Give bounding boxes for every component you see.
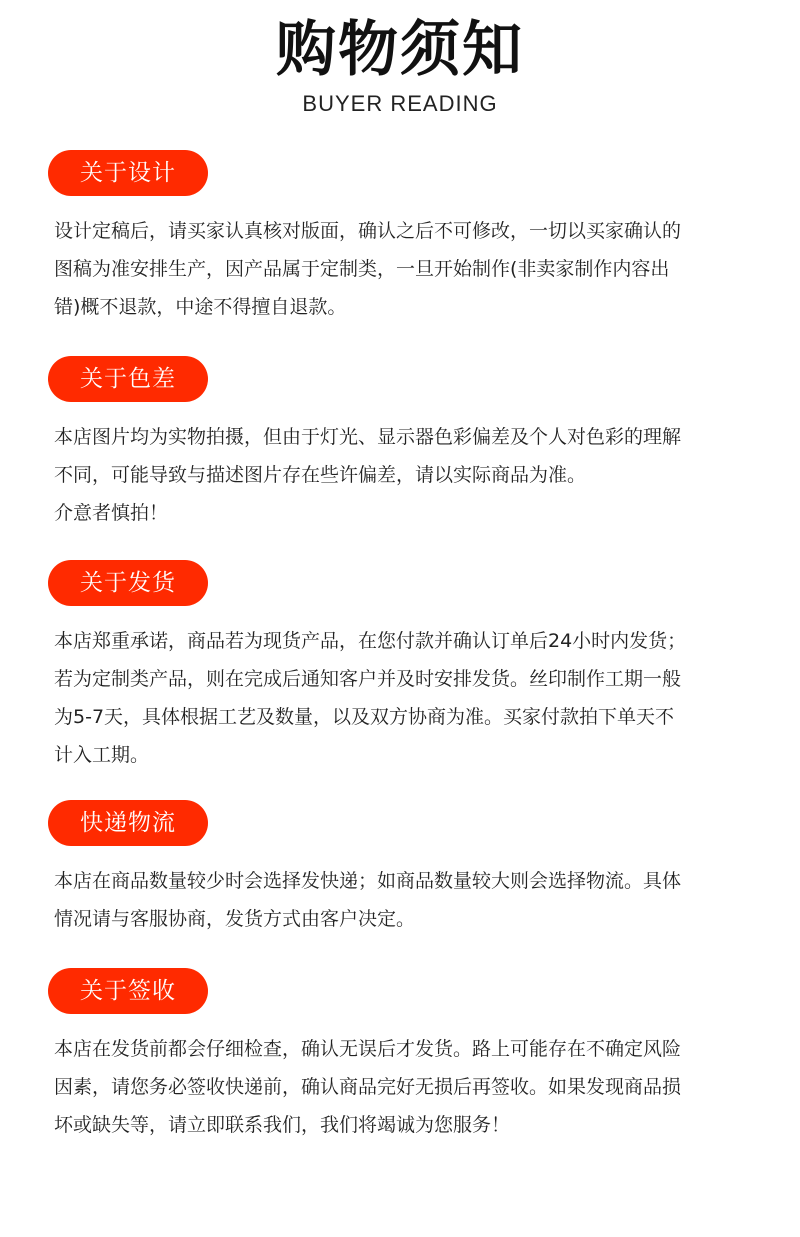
section-design xyxy=(48,150,758,326)
section-color-difference xyxy=(48,356,758,532)
section-shipping xyxy=(48,560,758,774)
section-label-shipping: 关于发货 xyxy=(48,560,208,606)
section-text-color-difference: 本店图片均为实物拍摄，但由于灯光、显示器色彩偏差及个人对色彩的理解 不同，可能导致与描述图片存在些许偏差，请以实际商品为准。 介意者慎拍！ xyxy=(54,426,682,524)
page-subtitle: BUYER READING xyxy=(302,91,498,116)
section-label-color-difference: 关于色差 xyxy=(48,356,208,402)
section-receipt xyxy=(48,968,758,1144)
section-text-receipt: 本店在发货前都会仔细检查，确认无误后才发货。路上可能存在不确定风险 因素，请您务必签收快递前，确认商品完好无损后再签收。如果发现商品损 坏或缺失等，请立即联系我们，我们将竭诚为您服务！ xyxy=(54,1038,682,1136)
page-header xyxy=(0,12,800,118)
section-text-shipping: 本店郑重承诺，商品若为现货产品，在您付款并确认订单后24小时内发货； 若为定制类产品，则在完成后通知客户并及时安排发货。丝印制作工期一般 为5-7天，具体根据工艺及数量，以及双方协商为准。买家付款拍下单天不 计入工期。 xyxy=(54,630,687,766)
section-label-logistics: 快递物流 xyxy=(48,800,208,846)
section-logistics xyxy=(48,800,758,938)
section-text-design: 设计定稿后，请买家认真核对版面，确认之后不可修改，一切以买家确认的 图稿为准安排生产，因产品属于定制类，一旦开始制作(非卖家制作内容出 错)概不退款，中途不得擅自退款。 xyxy=(54,220,682,318)
page-title: 购物须知 xyxy=(276,15,524,85)
section-text-logistics: 本店在商品数量较少时会选择发快递；如商品数量较大则会选择物流。具体 情况请与客服协商，发货方式由客户决定。 xyxy=(54,870,682,930)
section-label-receipt: 关于签收 xyxy=(48,968,208,1014)
section-label-design: 关于设计 xyxy=(48,150,208,196)
